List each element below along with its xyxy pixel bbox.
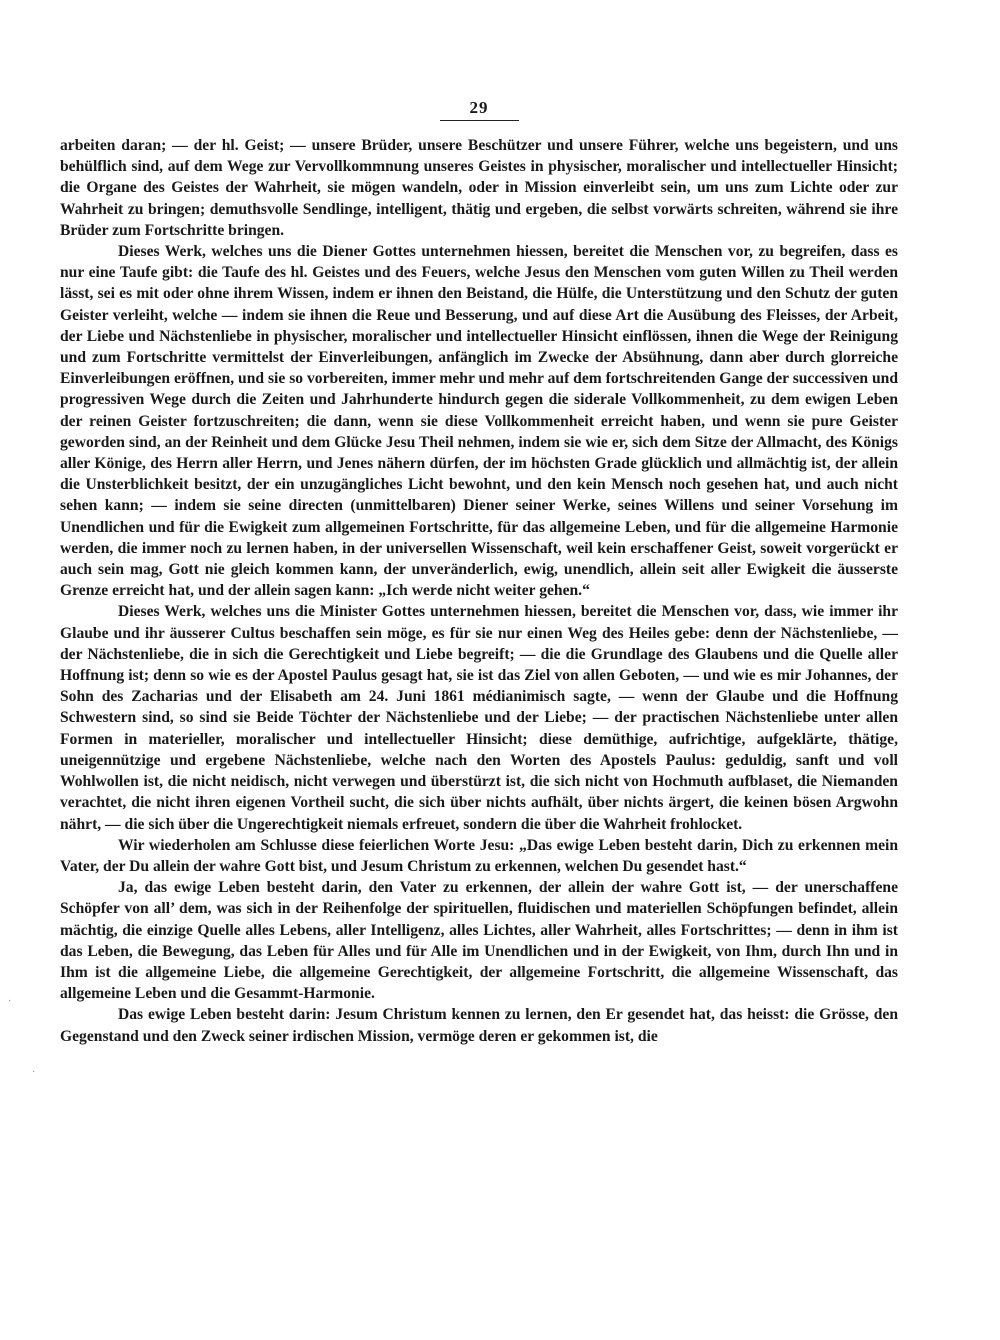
paragraph-6: Das ewige Leben besteht darin: Jesum Christum kennen zu lernen, den Er gesendet hat, das heisst: die Grösse, den Gegenstand und den Zweck seiner irdischen Mission, vermöge deren er gekommen ist, die	[60, 1006, 898, 1045]
paragraph-5: Ja, das ewige Leben besteht darin, den Vater zu erkennen, der allein der wahre Gott ist, — der unerschaffene Schöpfer von all’ dem, was sich in der Reihenfolge der spirituellen, fluidischen und materiellen Schöpfungen befindet, allein mächtig, die einzige Quelle alles Lebens, aller Intelligenz, alles Lichtes, aller Wahrheit, alles Fortschrittes; — denn in ihm ist das Leben, die Bewegung, das Leben für Alles und für Alle im Unendlichen und in der Ewigkeit, von Ihm, durch Ihn und in Ihm ist die allgemeine Liebe, die allgemeine Gerechtigkeit, der allgemeine Fortschritt, die allgemeine Wissenschaft, das allgemeine Leben und die Gesammt-Harmonie.	[60, 879, 898, 1003]
scan-speck-mark: ·	[32, 1066, 36, 1077]
paragraph-4: Wir wiederholen am Schlusse diese feierlichen Worte Jesu: „Das ewige Leben besteht darin, Dich zu erkennen mein Vater, der Du allein der wahre Gott bist, und Jesum Christum zu erkennen, welchen Du gesendet hast.“	[60, 836, 898, 875]
paragraph-2: Dieses Werk, welches uns die Diener Gottes unternehmen hiessen, bereitet die Menschen vor, zu begreifen, dass es nur eine Taufe gibt: die Taufe des hl. Geistes und des Feuers, welche Jesus den Menschen vom guten Willen zu Theil werden lässt, sei es mit oder ohne ihrem Wissen, indem er ihnen den Beistand, die Hülfe, die Unterstützung und den Schutz der guten Geister verleiht, welche — indem sie ihnen die Reue und Besserung, und auf diese Art die Ausübung des Fleisses, der Arbeit, der Liebe und Nächstenliebe in physischer, moralischer und intellectueller Hinsicht einflössen, ihnen die Wege der Reinigung und zum Fortschritte vermittelst der Einverleibungen, anfänglich im Zwecke der Absühnung, dann aber durch glorreiche Einverleibungen eröffnen, und sie so vorbereiten, immer mehr und mehr auf dem fortschreitenden Gange der successiven und progressiven Wege durch die Zeiten und Jahrhunderte hindurch gegen die siderale Vollkommenheit, zu dem ewigen Leben der reinen Geister fortzuschreiten; die dann, wenn sie diese Vollkommenheit erreicht haben, und wenn sie pure Geister geworden sind, an der Reinheit und dem Glücke Jesu Theil nehmen, indem sie wie er, sich dem Sitze der Allmacht, des Königs aller Könige, des Herrn aller Herrn, und Jenes nähern dürfen, der im höchsten Grade glücklich und allmächtig ist, der allein die Unsterblichkeit besitzt, der ein unzugängliches Licht bewohnt, und den kein Mensch noch gesehen hat, und auch nicht sehen kann; — indem sie seine directen (unmittelbaren) Diener seiner Werke, seines Willens und seiner Vorsehung im Unendlichen und für die Ewigkeit zum allgemeinen Fortschritte, für das allgemeine Leben, und für die allgemeine Harmonie werden, die immer noch zu lernen haben, in der universellen Wissenschaft, weil kein erschaffener Geist, soweit vorgerückt er auch sein mag, Gott nie gleich kommen kann, der unveränderlich, ewig, unendlich, allein seit aller Ewigkeit die äusserste Grenze erreicht hat, und der allein sagen kann: „Ich werde nicht weiter gehen.“	[60, 243, 898, 600]
scan-speck-mark: ·	[8, 995, 12, 1006]
paragraph-3: Dieses Werk, welches uns die Minister Gottes unternehmen hiessen, bereitet die Menschen vor, dass, wie immer ihr Glaube und ihr äusserer Cultus beschaffen sein möge, es für sie nur einen Weg des Heiles gebe: denn der Nächstenliebe, — der Nächstenliebe, die in sich die Gerechtigkeit und Liebe begreift; — die die Grundlage des Glaubens und die Quelle aller Hoffnung ist; denn so wie es der Apostel Paulus gesagt hat, sie ist das Ziel von allen Geboten, — und wie es mir Johannes, der Sohn des Zacharias und der Elisabeth am 24. Juni 1861 médianimisch sagte, — wenn der Glaube und die Hoffnung Schwestern sind, so sind sie Beide Töchter der Nächstenliebe und der Liebe; — der practischen Nächstenliebe unter allen Formen in materieller, moralischer und intellectueller Hinsicht; diese demüthige, aufrichtige, aufgeklärte, thätige, uneigennützige und ergebene Nächstenliebe, welche nach den Worten des Apostels Paulus: geduldig, sanft und voll Wohlwollen ist, die nicht neidisch, nicht verwegen und überstürzt ist, die sich nicht von Hochmuth aufblaset, die Niemanden verachtet, die nicht ihren eigenen Vortheil sucht, die sich über nichts aufhält, über nichts ärgert, die keinen bösen Argwohn nährt, — die sich über die Ungerechtigkeit niemals erfreuet, sondern die über die Wahrheit frohlocket.	[60, 603, 898, 833]
page-number: 29	[440, 98, 519, 121]
book-page	[60, 98, 898, 1047]
paragraph-1: arbeiten daran; — der hl. Geist; — unsere Brüder, unsere Beschützer und unsere Führer, welche uns begeistern, und uns behülflich sind, auf dem Wege zur Vervollkommnung unseres Geistes in physischer, moralischer und intellectueller Hinsicht; die Organe des Geistes der Wahrheit, sie mögen wandeln, oder in Mission einverleibt sein, um uns zum Lichte oder zur Wahrheit zu bringen; demuthsvolle Sendlinge, intelligent, thätig und ergeben, die selbst vorwärts schreiten, während sie ihre Brüder zum Fortschritte bringen.	[60, 137, 898, 239]
page-header	[60, 98, 898, 121]
body-text	[60, 135, 898, 1047]
